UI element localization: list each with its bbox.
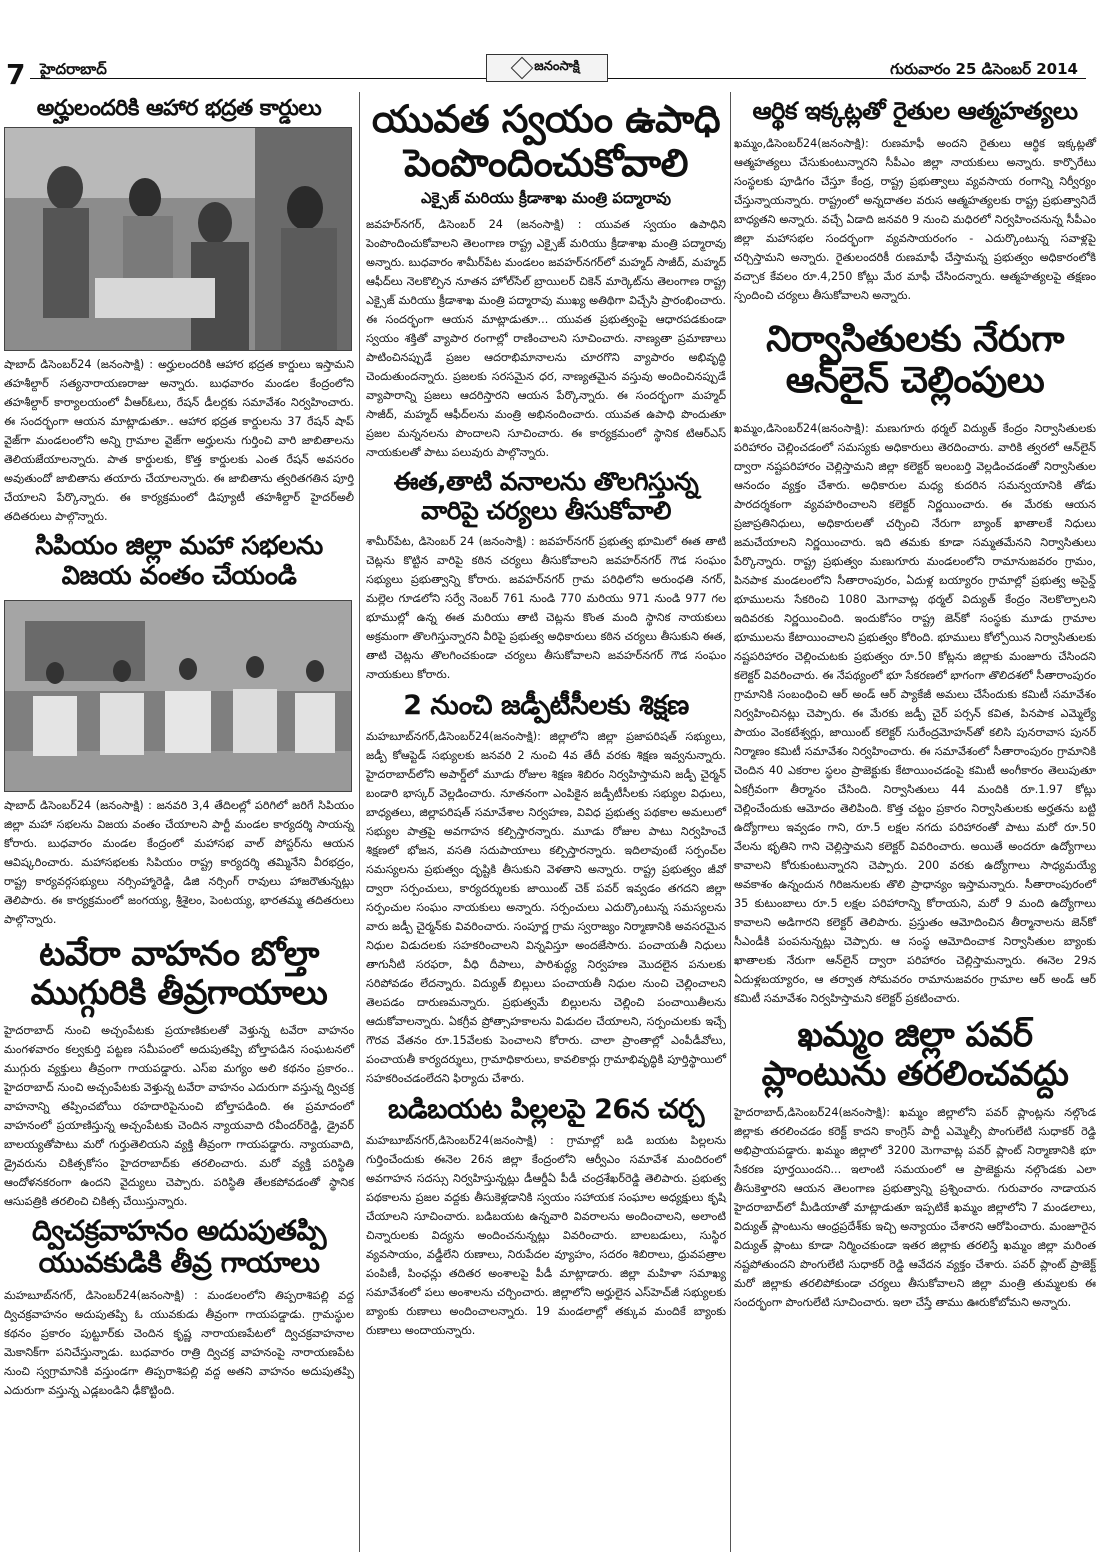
logo-mark-icon: [511, 57, 534, 80]
headline: యువత స్వయం ఉపాధి పెంపొందించుకోవాలి: [371, 97, 721, 185]
article-youth-self-employment: [366, 98, 726, 462]
article-two-wheeler-accident: [4, 1215, 354, 1399]
headline: సిపియం జిల్లా మహా సభలను విజయ వంతం చేయండి: [35, 531, 323, 592]
article-body: జవహర్‌నగర్, డిసెంబర్ 24 (జనంసాక్షి) : యువత స్వయం ఉపాధిని పెంపొందించుకోవాలని తెలంగాణ రాష్ట్ర ఎక్సైజ్ మరియు క్రీడాశాఖ మంత్రి పద్మారావు అన్నారు. బుధవారం శామీర్‌పేట మండలం జవహర్‌నగర్‌లో మహ్మద్ సాజీద్, మహ్మద్ ఆఫీద్‌లు నెలకొల్పిన నూతన హోల్‌సేల్ బ్రాయిలర్ చికెన్ మార్కెట్‌ను తెలంగాణ రాష్ట్ర ఎక్సైజ్ మరియు క్రీడాశాఖ మంత్రి పద్మారావు ముఖ్య అతిథిగా విచ్చేసి ప్రారంభించారు. ఈ సందర్భంగా ఆయన మాట్లాడుతూ... యువత ప్రభుత్వంపై ఆధారపడకుండా స్వయం శక్తితో వ్యాపార రంగాల్లో రాణించాలని సూచించారు. నాణ్యతా ప్రమాణాలు పాటించినప్పుడే ప్రజల ఆదరాభిమానాలను చూరగొని వ్యాపారం అభివృద్ధి చెందుతుందన్నారు. ప్రజలకు సరసమైన ధర, నాణ్యతమైన వస్తువు అందించినప్పుడే వ్యాపారాన్ని ప్రజలు ఆదరిస్తారని ఆయన పేర్కొన్నారు. ఈ సందర్భంగా మహ్మద్ సాజీద్, మహ్మద్ ఆఫీద్‌లను మంత్రి అభినందించారు. యువత ఉపాధి పొందుతూ ప్రజల మన్ననలను పొందాలని సూచించారు. ఈ కార్యక్రమంలో స్థానిక టిఆర్‌ఎస్ నాయకులతో పాటు పలువురు పాల్గొన్నారు.: [366, 218, 726, 460]
headline: ద్విచక్రవాహనం అదుపుతప్పి యువకుడికి తీవ్ర గాయాలు: [31, 1214, 327, 1280]
article-power-plant: [734, 1016, 1096, 1311]
column-left: [4, 92, 354, 1404]
newspaper-logo: [486, 54, 608, 82]
masthead: [0, 58, 1100, 90]
logo-text: జనంసాక్షి: [534, 59, 580, 74]
issue-date: గురువారం 25 డిసెంబర్ 2014: [890, 60, 1078, 78]
column-divider: [359, 92, 360, 1552]
article-body: షాబాద్ డిసెంబర్24 (జనంసాక్షి) : జనవరి 3,4 తేదిలల్లో పరిగిలో జరిగే సిపియం జిల్లా మహా సభలను విజయ వంతం చేయాలని పార్టీ మండల కార్యదర్శి సాయన్న కోరారు. బుధవారం మండల కేంద్రంలో మహాసభ వాల్ పోస్టర్‌ను ఆయన ఆవిష్కరించారు. మహాసభలకు సిపియం రాష్ట్ర కార్యదర్శి తమ్మినేని వీరభద్రం, రాష్ట్ర కార్యవర్గసభ్యులు నర్సింహ్మారెడ్డి, డిజి నర్సింగ్ రావులు హాజరౌతున్నట్లు తెలిపారు. ఈ కార్యక్రమంలో జంగయ్య, శ్రీశైలం, పెంటయ్య, భారతమ్మ తదితరులు పాల్గొన్నారు.: [4, 799, 354, 927]
headline: ఈత,తాటి వనాలను తొలగిస్తున్న వారిపై చర్యలు తీసుకోవాలి: [393, 467, 699, 526]
article-body: మహబూబ్‌నగర్, డిసెంబర్24(జనంసాక్షి) : మండలంలోని తిప్పరాశిపల్లి వద్ద ద్విచక్రవాహనం అదుపుతప్పి ఓ యువకుడు తీవ్రంగా గాయపడ్డాడు. గ్రామస్థుల కథనం ప్రకారం పుట్టూర్‌కు చెందిన కృష్ణ నారాయణపేటలో ద్విచక్రవాహనాల మెకానిక్‌గా పనిచేస్తున్నాడు. బుధవారం రాత్రి ద్విచక్ర వాహనంపై నారాయణపేట నుంచి స్వగ్రామానికి వస్తుండగా తిప్పరాశిపల్లి వద్ద అతని వాహనం అదుపుతప్పి ఎదురుగా వస్తున్న ఎడ్లబండిని ఢీకొట్టింది.: [4, 1288, 354, 1397]
news-photo: [4, 127, 352, 351]
headline: 2 నుంచి జడ్పీటీసీలకు శిక్షణ: [403, 689, 689, 721]
article-food-security-cards: [4, 96, 354, 526]
column-middle: [366, 92, 726, 1344]
headline: ఖమ్మం జిల్లా పవర్ ప్లాంటును తరలించవద్దు: [761, 1015, 1069, 1095]
article-cpim-conference: [4, 532, 354, 929]
article-body: శామీర్‌పేట, డిసెంబర్ 24 (జనంసాక్షి) : జవహర్‌నగర్ ప్రభుత్వ భూమిలో ఈత తాటి చెట్లను కొట్టిన వారిపై కఠిన చర్యలు తీసుకోవాలని జవహర్‌నగర్ గౌడ సంఘం సభ్యులు ప్రభుత్వాన్ని కోరారు. జవహర్‌నగర్ గ్రామ పరిధిలోని అరుంధతి నగర్, మల్లెల గూడలోని సర్వే నెంబర్ 761 నుండి 770 మరియు 971 నుండి 977 గల భూముల్లో ఉన్న ఈత మరియు తాటి చెట్లను కొంత మంది స్థానిక నాయకులు అక్రమంగా తొలగిస్తున్నారని వీరిపై ప్రభుత్వ అధికారులు కఠిన చర్యలు తీసుకుని ఈత, తాటి చెట్లను తొలగించకుండా చర్యలు తీసుకోవాలని జవహర్‌నగర్ గౌడ సంఘం నాయకులు కోరారు.: [366, 534, 726, 681]
article-palm-trees: [366, 468, 726, 684]
headline: ఆర్థిక ఇక్కట్లతో రైతుల ఆత్మహత్యలు: [752, 97, 1078, 125]
headline: నిర్వాసితులకు నేరుగా ఆన్‌లైన్ చెల్లింపులు: [766, 318, 1064, 401]
article-online-payments: [734, 319, 1096, 1009]
news-photo: [4, 600, 352, 792]
column-divider: [730, 92, 731, 1552]
article-body: షాబాద్ డిసెంబర్24 (జనంసాక్షి) : అర్హులందరికి ఆహార భద్రత కార్డులు ఇస్తామని తహశీల్దార్ సత్యనారాయణరాజు అన్నారు. బుధవారం మండల కేంద్రంలోని తహశీల్దార్ కార్యాలయంలో వీఆర్‌ఓలు, రేషన్ డీలర్లకు సమావేశం నిర్వహించారు. ఈ సందర్భంగా ఆయన మాట్లాడుతూ.. ఆహార భద్రత కార్డులను 37 రేషన్ షాప్ వైజ్‌గా మండలంలోని అన్ని గ్రామాల వైజ్‌గా అర్హులను గుర్తించి వారి జాబితాలను తెలియజేయాలన్నారు. పాత కార్డులకు, కొత్త కార్డులకు ఎంత రేషన్ అవసరం అవుతుందో జాబితాను తయారు చేయాలన్నారు. ఈ జాబితాను త్వరితగతిన పూర్తి చేయాలని పేర్కొన్నారు. ఈ కార్యక్రమంలో డిప్యూటీ తహశీల్దార్ హైదర్‌అలీ తదితరులు పాల్గొన్నారు.: [4, 358, 354, 524]
article-body: ఖమ్మం,డిసెంబర్24(జనంసాక్షి): మణుగూరు థర్మల్ విద్యుత్ కేంద్రం నిర్వాసితులకు పరిహారం చెల్లించడంలో సమస్యకు అధికారులు తెరదించారు. వారికి త్వరలో ఆన్‌లైన్ ద్వారా నష్టపరిహారం చెల్లిస్తామని జిల్లా కలెక్టర్ ఇలంబర్తి వెల్లడించడంతో నిర్వాసితుల ఆనందం వ్యక్తం చేశారు. అధికారుల మధ్య కుదరిన సమన్వయానికి తోడు పారదర్శకంగా వ్యవహరించాలని కలెక్టర్ నిర్ణయించారు. ఈ మేరకు ఆయన ప్రజాప్రతినిధులు, అధికారులతో చర్చించి నేరుగా బ్యాంక్ ఖాతాలకే నిధులు జమచేయాలని నిర్ణయించారు. ఇది తమకు కూడా సమ్మతమేనని నిర్వాసితులు పేర్కొన్నారు. రాష్ట్ర ప్రభుత్వం మణుగూరు మండలంలోని రామానుజవరం గ్రామం, పినపాక మండలంలోని సీతారాంపురం, ఏదుళ్ల బయ్యారం గ్రామాల్లో ప్రభుత్వ అసైన్డ్ భూములను సేకరించి 1080 మెగావాట్ల థర్మల్ విద్యుత్ కేంద్రం నెలకొల్పాలని ఇదివరకు నిర్ణయించింది. ఇందుకోసం రాష్ట్ర జెన్‌కో సంస్థకు మూడు గ్రామాల భూములను కేటాయించాలని ప్రభుత్వం కోరింది. భూములు కోల్పోయిన నిర్వాసితులకు నష్టపరిహారం చెల్లించుటకు ప్రభుత్వం రూ.50 కోట్లను జిల్లాకు మంజూరు చేసిందని కలెక్టర్ వివరించారు. ఈ నేపథ్యంలో భూ సేకరణలో భాగంగా తొలిదశలో సీతారాంపురం గ్రామానికి సంబంధించి ఆర్ అండ్ ఆర్ ప్యాకేజీ అమలు చేసేందుకు కమిటీ సమావేశం నిర్వహించినట్లు చెప్పారు. ఈ మేరకు జడ్పీ చైర్ పర్సన్ కవిత, పినపాక ఎమ్మెల్యే పాయం వెంకటేశ్వర్లు, జాయింట్ కలెక్టర్ సురేంద్రమోహన్‌తో కలిసి పునరావాస పునర్ నిర్మాణం కమిటీ సమావేశం నిర్వహించారు. ఈ సమావేశంలో సీతారాంపురం గ్రామానికి చెందిన 40 ఎకరాల స్థలం ప్రాజెక్టుకు కేటాయించడంపై కమిటీ అంగీకారం తెలుపుతూ ఏకగ్రీవంగా తీర్మానం చేసింది. నిర్వాసితులు 44 మందికి రూ.1.97 కోట్లు చెల్లించేందుకు ఆమోదం తెలిపింది. కొత్త చట్టం ప్రకారం నిర్వాసితులకు అర్హతను బట్టి ఉద్యోగాలు ఇవ్వడం గాని, రూ.5 లక్షల నగదు పరిహారంతో పాటు మరో రూ.50 వేలను భృతిని గాని చెల్లిస్తామని కలెక్టర్ వివరించారు. అయితే అందరూ ఉద్యోగాలు కావాలని కోరుకుంటున్నారని చెప్పారు. 200 వరకు ఉద్యోగాలు సాధ్యమయ్యే అవకాశం ఉన్నందున గిరిజనులకు తొలి ప్రాధాన్యం ఇస్తామన్నారు. సీతారాంపురంలో 35 కుటుంబాలు రూ.5 లక్షల పరిహారాన్ని కోరాయని, మరో 9 మంది ఉద్యోగాలు కావాలని అడిగారని కలెక్టర్ తెలిపారు. ప్రస్తుతం ఆమోదించిన తీర్మానాలను జెన్‌కో సీఎండీకి పంపనున్నట్లు చెప్పారు. ఆ సంస్థ ఆమోదించాక నిర్వాసితుల బ్యాంకు ఖాతాలకు నేరుగా ఆన్‌లైన్ ద్వారా పరిహారం చెల్లిస్తామన్నారు. ఈనెల 29న ఏదుళ్లబయ్యారం, ఆ తర్వాత సోమవరం రామానుజవరం గ్రామాల ఆర్ అండ్ ఆర్ కమిటీ సమావేశం నిర్వహిస్తామని కలెక్టర్ ప్రకటించారు.: [734, 422, 1096, 1006]
article-tavera-accident: [4, 935, 354, 1211]
article-body: హైదరాబాద్,డిసెంబర్24(జనంసాక్షి): ఖమ్మం జిల్లాలోని పవర్ ప్లాంట్లను నల్గొండ జిల్లాకు తరలించడం కరెక్ట్ కాదని కాంగ్రెస్ పార్టీ ఎమ్మెల్సీ పొంగులేటి సుధాకర్ రెడ్డి అభిప్రాయపడ్డారు. ఖమ్మం జిల్లాలో 3200 మెగావాట్ల పవర్ ప్లాంట్ నిర్మాణానికి భూ సేకరణ పూర్తయిందని... ఇలాంటి సమయంలో ఆ ప్రాజెక్టును నల్గొండకు ఎలా తీసుకెళ్తారని ఆయన తెలంగాణ ప్రభుత్వాన్ని ప్రశ్నించారు. గురువారం నాడాయన హైదరాబాద్‌లో మీడియాతో మాట్లాడుతూ ఇప్పటికే ఖమ్మం జిల్లాలోని 7 మండలాలు, విద్యుత్ ప్లాంటును ఆంధ్రప్రదేశ్‌కు ఇచ్చి అన్యాయం చేశారని ఆరోపించారు. మంజూరైన విద్యుత్ ప్లాంటు కూడా నిర్మించకుండా ఇతర జిల్లాకు తరలిస్తే ఖమ్మం జిల్లా మరింత నష్టపోతుందని పొంగులేటి సుధాకర్ రెడ్డి ఆవేదన వ్యక్తం చేశారు. పవర్ ప్లాంట్ ప్రాజెక్ట్ మరో జిల్లాకు తరలిపోకుండా చర్యలు తీసుకోవాలని జిల్లా మంత్రి తుమ్మలకు ఈ సందర్భంగా పొంగులేటి సూచించారు. ఇలా చేస్తే తాము ఊరుకోబోమని అన్నారు.: [734, 1105, 1096, 1309]
article-body: ఖమ్మం,డిసెంబర్24(జనంసాక్షి): రుణమాఫీ అందని రైతులు ఆర్థిక ఇక్కట్లతో ఆత్మహత్యలు చేసుకుంటున్నారని సీపీఎం జిల్లా నాయకులు అన్నారు. కార్పొరేటు సంస్థలకు పూడిగం చేస్తూ కేంద్ర, రాష్ట్ర ప్రభుత్వాలు వ్యవసాయ రంగాన్ని నిర్వీర్యం చేస్తున్నాయన్నారు. రాష్ట్రంలో అన్నదాతల వరుస ఆత్మహత్యలకు రాష్ట్ర ప్రభుత్వానిదే బాధ్యతని అన్నారు. వచ్చే ఏడాది జనవరి 9 నుంచి మధిరలో నిర్వహించనున్న సీపీఎం జిల్లా మహాసభల సందర్భంగా వ్యవసాయరంగం - ఎదుర్కొంటున్న సవాళ్లపై చర్చిస్తామని అన్నారు. రైతులందరికీ రుణమాఫీ చేస్తామన్న ప్రభుత్వం అధికారంలోకి వచ్చాక కేవలం రూ.4,250 కోట్లు మేర మాఫీ చేసిందన్నారు. ఆత్మహత్యలపై తక్షణం స్పందించి చర్యలు తీసుకోవాలని అన్నారు.: [734, 136, 1096, 302]
article-out-of-school-children: [366, 1094, 726, 1340]
article-body: మహబూబ్‌నగర్,డిసెంబర్24(జనంసాక్షి) : గ్రామాల్లో బడి బయట పిల్లలను గుర్తించేందుకు ఈనెల 26న జిల్లా కేంద్రంలోని ఆర్వీఎం సమావేశ మందిరంలో అవగాహన సదస్సు నిర్వహిస్తున్నట్లు డీఆర్డీఏ పీడీ చంద్రశేఖర్‌రెడ్డి తెలిపారు. ప్రభుత్వ పథకాలను ప్రజల వద్దకు తీసుకెళ్లడానికి స్వయం సహాయక సంఘాల అధ్యక్షులు కృషి చేయాలని సూచించారు. బడిబయట ఉన్నవారి వివరాలను అందించాలని, అలాంటి చిన్నారులకు విద్యను అందించనున్నట్లు వివరించారు. బాలబడులు, సుస్థిర వ్యవసాయం, వడ్డీలేని రుణాలు, నిరుపేదల వ్యూహం, సదరం శిబిరాలు, ధ్రువపత్రాల పంపిణీ, పింఛన్లు తదితర అంశాలపై పీడీ మాట్లాడారు. జిల్లా మహిళా సమాఖ్య సమావేశంలో పలు అంశాలను చర్చించారు. జిల్లాలోని అర్హులైన ఎస్‌హెచ్‌జీ సభ్యులకు బ్యాంకు రుణాలు అందించాలన్నారు. 19 మండలాల్లో తక్కువ మందికే బ్యాంకు రుణాలు అందాయన్నారు.: [366, 1133, 726, 1337]
article-zptc-training: [366, 690, 726, 1088]
article-body: మహబూబ్‌నగర్,డిసెంబర్24(జనంసాక్షి): జిల్లాలోని జిల్లా ప్రజాపరిషత్ సభ్యులు, జడ్పీ కోఆప్టెడ్ సభ్యులకు జనవరి 2 నుంచి 4వ తేదీ వరకు శిక్షణ ఇవ్వనున్నారు. హైదరాబాద్‌లోని అపార్డ్‌లో మూడు రోజుల శిక్షణ శిబిరం నిర్వహిస్తామని జడ్పీ చైర్మన్ బండారి భాస్కర్ వెల్లడించారు. నూతనంగా ఎంపికైన జడ్పీటీసీలకు సభ్యుల విధులు, బాధ్యతలు, జిల్లాపరిషత్ సమావేశాల నిర్వహణ, వివిధ ప్రభుత్వ పథకాల అమలులో సభ్యుల పాత్రపై అవగాహన కల్పిస్తారన్నారు. మూడు రోజుల పాటు నిర్వహించే శిక్షణలో భోజన, వసతి సదుపాయాలు కల్పిస్తారన్నారు. ఇదిలావుంటే సర్పంచ్‌ల సమస్యలను ప్రభుత్వం దృష్టికి తీసుకుని వెళతాని అన్నారు. రాష్ట్ర ప్రభుత్వం జీవో ద్వారా సర్పంచులు, కార్యదర్శులకు జాయింట్ చెక్ పవర్ ఇవ్వడం తగదని జిల్లా సర్పంచుల సంఘం నాయకులు అన్నారు. సర్పంచులు ఎదుర్కొంటున్న సమస్యలను వారు జడ్పీ చైర్మన్‌కు వివరించారు. సంపూర్ణ గ్రామ స్వరాజ్యం నిర్మాణానికి అవసరమైన నిధుల విడుదలకు సహకరించాలని విన్నవిస్తూ అందజేసారు. పంచాయతీ నిధులు తాగునీటి సరఫరా, వీధి దీపాలు, పారిశుద్ధ్య నిర్వహణ మొదలైన పనులకు సరిపోవడం లేదన్నారు. విద్యుత్ బిల్లులు పంచాయతీ నిధుల నుంచి చెల్లించాలని తెలపడం దారుణమన్నారు. ప్రభుత్వమే బిల్లులను చెల్లించి పంచాయితీలను ఆదుకోవాలన్నారు. ఏకగ్రీవ ప్రోత్సాహకాలను విడుదల చేయాలని, సర్పంచులకు ఇచ్చే గౌరవ వేతనం రూ.15వేలకు పెంచాలని కోరారు. చాలా ప్రాంతాల్లో ఎంపీడీవోలు, పంచాయతీ కార్యదర్శులు, గ్రామాధికారులు, కావలికార్లు గ్రామాభివృద్ధికి పూర్తిస్థాయిలో సహకరించడంలేదని ఫిర్యాదు చేశారు.: [366, 729, 726, 1085]
headline: టవేరా వాహనం బోల్తా ముగ్గురికి తీవ్రగాయాలు: [30, 934, 328, 1014]
column-right: [734, 92, 1096, 1316]
place-name: హైదరాబాద్: [40, 60, 107, 78]
headline: అర్హులందరికి ఆహార భద్రత కార్డులు: [36, 96, 322, 121]
article-farmer-suicides: [734, 98, 1096, 305]
page-number: 7: [6, 58, 26, 91]
headline: బడిబయట పిల్లలపై 26న చర్చ: [388, 1093, 704, 1125]
article-body: హైదరాబాద్ నుంచి అచ్చంపేటకు ప్రయాణికులతో వెళ్తున్న టవేరా వాహనం మంగళవారం కల్వకుర్తి పట్టణ సమీపంలో అదుపుతప్పి బోల్తాపడిన సంఘటనలో ముగ్గురు వ్యక్తులు తీవ్రంగా గాయపడ్డారు. ఎస్‌ఐ మగ్యం అలి కథనం ప్రకారం.. హైదరాబాద్ నుంచి అచ్చంపేటకు వెళ్తున్న టవేరా వాహనం ఎదురుగా వస్తున్న ద్విచక్ర వాహనాన్ని తప్పించబోయి రహదారిపైనుంచి బోల్తాపడింది. ఈ ప్రమాదంలో వాహనంలో ప్రయాణిస్తున్న అచ్చంపేటకు చెందిన న్యాయవాది రవీందర్‌రెడ్డి, డ్రైవర్ బాలయ్యతోపాటు మరో గుర్తుతెలియని వ్యక్తి తీవ్రంగా గాయపడ్డారు. న్యాయవాది, డ్రైవరును చికిత్సకోసం హైదరాబాద్‌కు తరలించారు. మరో వ్యక్తి పరిస్థితి ఆందోళనకరంగా ఉందని వైద్యులు చెప్పారు. పరిస్థితి తేలకపోవడంతో స్థానిక ఆసుపత్రికి తరలించి చికిత్స చేయిస్తున్నారు.: [4, 1024, 354, 1209]
subheadline: ఎక్సైజ్ మరియు క్రీడాశాఖ మంత్రి పద్మారావు: [420, 189, 672, 208]
